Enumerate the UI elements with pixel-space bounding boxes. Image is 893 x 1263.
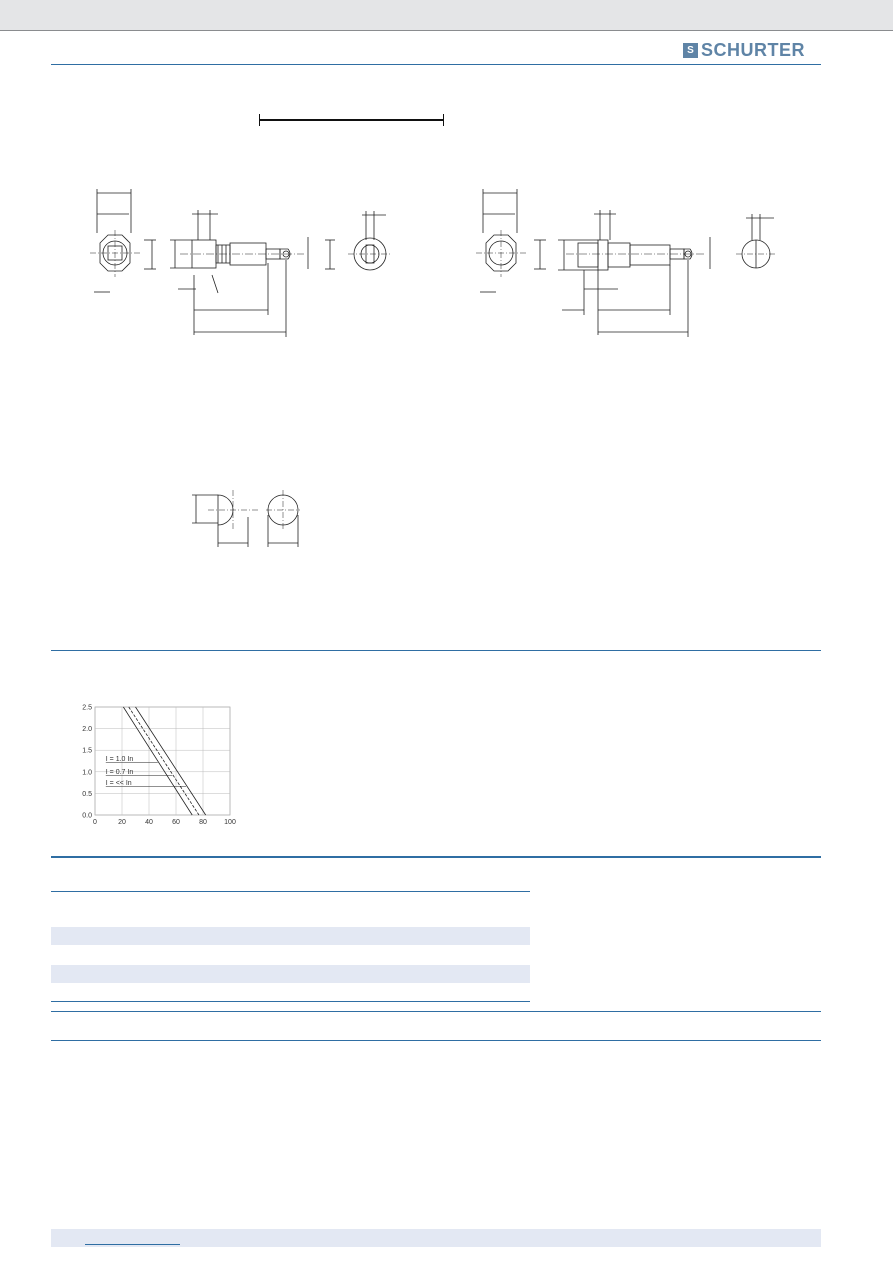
x-tick-label: 20 (118, 819, 126, 826)
fuseholder-drawing-left (80, 185, 400, 340)
header-rule (51, 64, 821, 65)
section-rule-4 (51, 1040, 821, 1041)
logo-text: SCHURTER (701, 40, 806, 60)
x-tick-label: 80 (199, 819, 207, 826)
table-bottom-line (51, 1001, 530, 1002)
section-rule-3 (51, 1011, 821, 1012)
series-line (129, 707, 199, 815)
schurter-logo (683, 41, 805, 59)
y-tick-label: 1.5 (82, 747, 92, 755)
chart-annotation: I = 0.7 In (105, 768, 134, 776)
table-row-band-1 (51, 927, 530, 945)
y-tick-label: 0.0 (82, 812, 92, 820)
y-tick-label: 1.0 (82, 769, 92, 777)
chart-annotation: I = 1.0 In (105, 756, 134, 763)
section-rule-2 (51, 856, 821, 858)
x-tick-label: 40 (145, 819, 153, 826)
chart-annotation: I = << In (105, 779, 132, 787)
series-line (136, 707, 206, 815)
fuseholder-drawing-right (466, 185, 786, 340)
derating-chart (70, 697, 245, 840)
x-tick-label: 60 (172, 819, 180, 826)
y-tick-label: 2.0 (82, 726, 92, 734)
scale-bar (259, 119, 444, 121)
chart-svg (70, 697, 245, 835)
table-top-line (51, 891, 530, 892)
series-line (123, 707, 192, 815)
section-rule-1 (51, 650, 821, 651)
top-bar (0, 0, 893, 31)
x-tick-label: 0 (93, 819, 97, 826)
y-tick-label: 2.5 (82, 704, 92, 712)
logo-mark-icon: S (683, 43, 698, 58)
x-tick-label: 100 (224, 819, 236, 826)
footer-link[interactable] (85, 1244, 180, 1245)
table-row-band-2 (51, 965, 530, 983)
y-tick-label: 0.5 (82, 790, 92, 798)
panel-cutout-drawing (188, 485, 308, 550)
